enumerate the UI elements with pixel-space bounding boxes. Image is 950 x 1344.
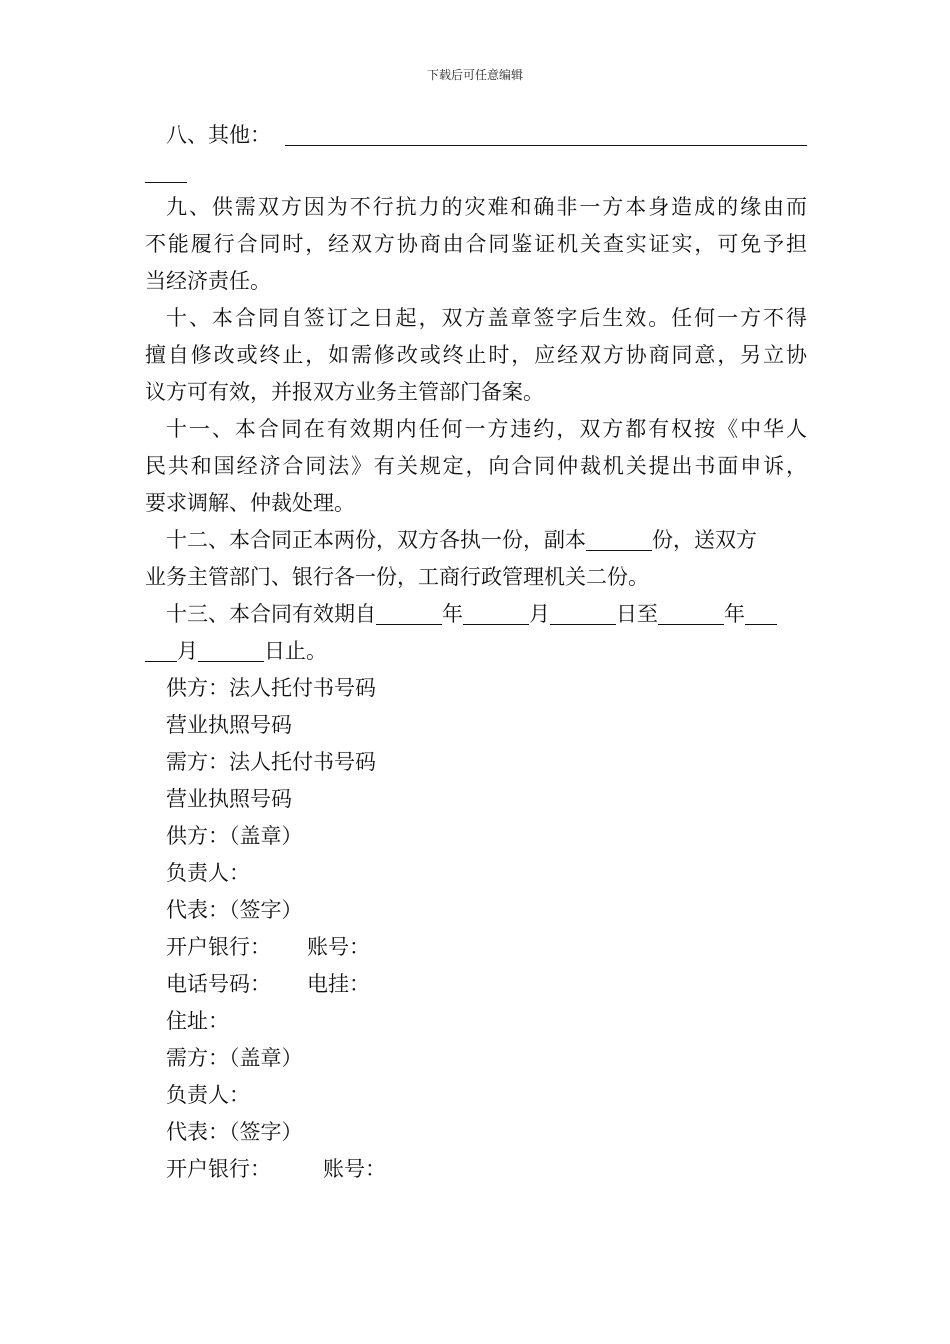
item-12-text-b: 份，送双方 bbox=[652, 528, 757, 552]
telegraph-label: 电挂： bbox=[307, 972, 370, 996]
supplier-seal: 供方：（盖章） bbox=[166, 824, 303, 848]
buyer-bank-line bbox=[145, 1151, 807, 1188]
start-year-blank bbox=[376, 602, 442, 625]
item-13-line-2 bbox=[145, 633, 807, 670]
item-10-line-1: 十、本合同自签订之日起，双方盖章签字后生效。任何一方不得 bbox=[166, 306, 807, 330]
supplier-license: 营业执照号码 bbox=[166, 713, 292, 737]
item-8-line-2 bbox=[145, 154, 807, 189]
supplier-bank-label: 开户银行： bbox=[166, 935, 271, 959]
supplier-bank-line bbox=[145, 929, 807, 966]
end-year-blank bbox=[658, 602, 724, 625]
buyer-bank-label: 开户银行： bbox=[166, 1157, 271, 1181]
buyer-principal: 负责人： bbox=[166, 1083, 250, 1107]
start-month-blank bbox=[463, 602, 529, 625]
buyer-authorization: 需方：法人托付书号码 bbox=[166, 750, 376, 774]
item-10-line-2: 擅自修改或终止，如需修改或终止时，应经双方协商同意，另立协 bbox=[145, 343, 807, 367]
day-to-label: 日至 bbox=[616, 602, 658, 626]
month-label: 月 bbox=[529, 602, 550, 626]
item-8-blank bbox=[285, 123, 807, 146]
end-label: 日止。 bbox=[264, 639, 327, 663]
contract-body bbox=[145, 117, 807, 1188]
end-day-blank bbox=[198, 639, 264, 662]
end-month-blank-b bbox=[145, 639, 177, 662]
buyer-seal: 需方：（盖章） bbox=[166, 1046, 303, 1070]
item-8-label: 八、其他： bbox=[166, 123, 271, 147]
item-9-line-1: 九、供需双方因为不行抗力的灾难和确非一方本身造成的缘由而 bbox=[166, 195, 807, 219]
supplier-representative: 代表：（签字） bbox=[166, 898, 303, 922]
year2-label: 年 bbox=[724, 602, 745, 626]
end-month-blank-a bbox=[745, 602, 777, 625]
phone-line bbox=[145, 966, 807, 1003]
item-10-line-3: 议方可有效，并报双方业务主管部门备案。 bbox=[145, 380, 544, 404]
contract-page bbox=[145, 117, 807, 1188]
item-11-line-2: 民共和国经济合同法》有关规定，向合同仲裁机关提出书面申诉， bbox=[145, 454, 807, 478]
item-8-blank-continued bbox=[145, 160, 187, 183]
buyer-representative: 代表：（签字） bbox=[166, 1120, 303, 1144]
item-13-text: 十三、本合同有效期自 bbox=[166, 602, 376, 626]
phone-label: 电话号码： bbox=[166, 972, 271, 996]
item-12-text-a: 十二、本合同正本两份，双方各执一份，副本 bbox=[166, 528, 586, 552]
supplier-authorization: 供方：法人托付书号码 bbox=[166, 676, 376, 700]
item-8-line bbox=[145, 117, 807, 154]
item-12-line-1 bbox=[145, 522, 807, 559]
buyer-account-label: 账号： bbox=[323, 1157, 386, 1181]
item-12-line-2: 业务主管部门、银行各一份，工商行政管理机关二份。 bbox=[145, 565, 649, 589]
month2-label: 月 bbox=[177, 639, 198, 663]
item-9-line-3: 当经济责任。 bbox=[145, 269, 271, 293]
buyer-license: 营业执照号码 bbox=[166, 787, 292, 811]
item-13-line-1 bbox=[145, 596, 807, 633]
page-header: 下载后可任意编辑 bbox=[426, 68, 523, 82]
start-day-blank bbox=[550, 602, 616, 625]
year-label: 年 bbox=[442, 602, 463, 626]
address-line: 住址： bbox=[166, 1009, 229, 1033]
copies-blank bbox=[586, 528, 652, 551]
supplier-principal: 负责人： bbox=[166, 861, 250, 885]
item-11-line-3: 要求调解、仲裁处理。 bbox=[145, 491, 355, 515]
supplier-account-label: 账号： bbox=[307, 935, 370, 959]
item-9-line-2: 不能履行合同时，经双方协商由合同鉴证机关查实证实，可免予担 bbox=[145, 232, 807, 256]
item-11-line-1: 十一、本合同在有效期内任何一方违约，双方都有权按《中华人 bbox=[166, 417, 807, 441]
